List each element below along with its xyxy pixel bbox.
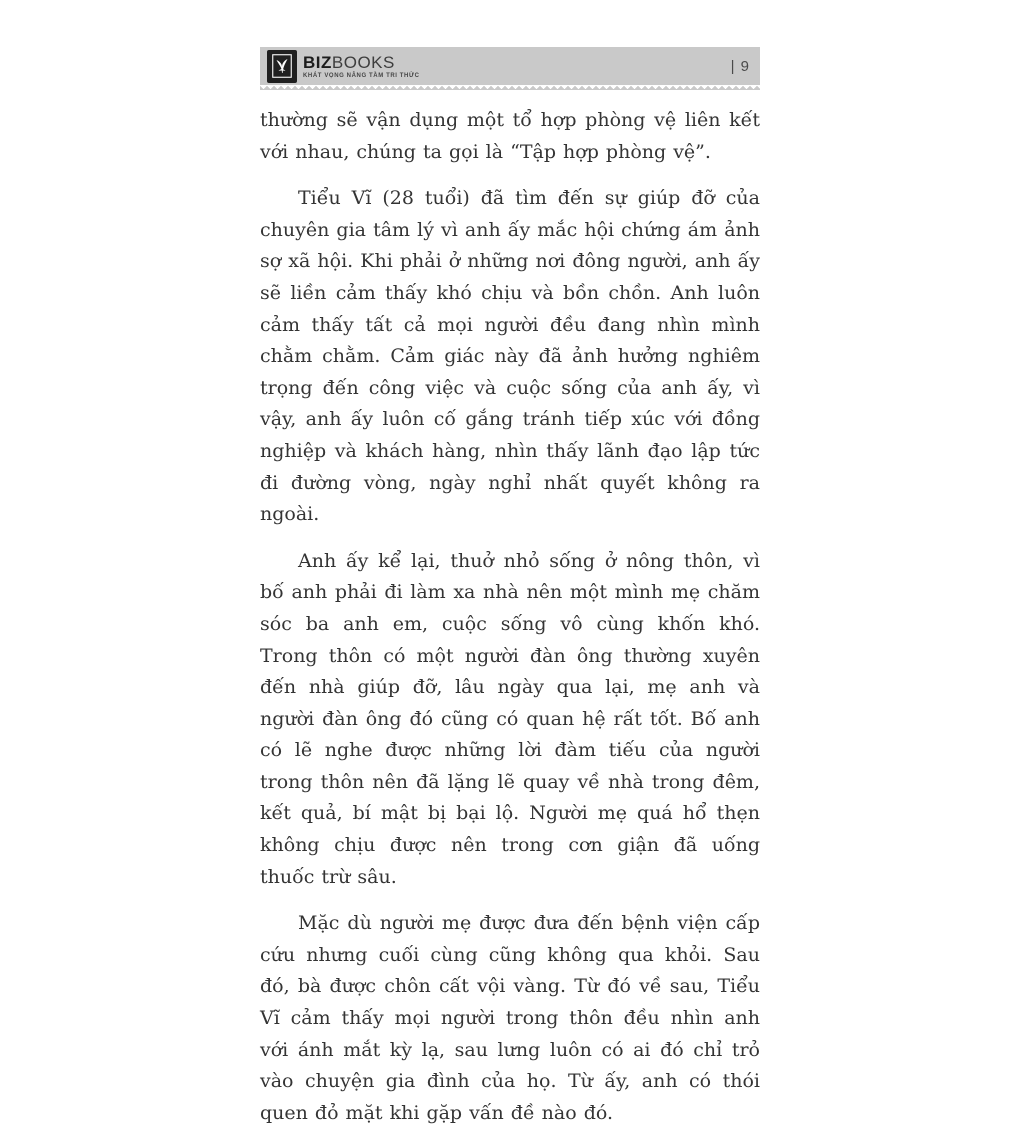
brand-tagline: KHÁT VỌNG NÂNG TẦM TRI THỨC (303, 72, 420, 79)
header-zigzag-edge (260, 85, 760, 90)
page-header (260, 47, 760, 85)
paragraph: thường sẽ vận dụng một tổ hợp phòng vệ liên kết với nhau, chúng ta gọi là “Tập hợp phòng vệ”. (260, 109, 760, 163)
brand-name-books: BOOKS (331, 52, 395, 72)
leaf-icon (272, 54, 292, 78)
book-page (260, 47, 760, 1144)
page-body (260, 105, 760, 1129)
brand-name (303, 54, 420, 71)
paragraph: Tiểu Vĩ (28 tuổi) đã tìm đến sự giúp đỡ của chuyên gia tâm lý vì anh ấy mắc hội chứng ám ảnh sợ xã hội. Khi phải ở những nơi đông người, anh ấy sẽ liền cảm thấy khó chịu và bồn chồn. Anh luôn cảm thấy tất cả mọi người đều đang nhìn mình chằm chằm. Cảm giác này đã ảnh hưởng nghiêm trọng đến công việc và cuộc sống của anh ấy, vì vậy, anh ấy luôn cố gắng tránh tiếp xúc với đồng nghiệp và khách hàng, nhìn thấy lãnh đạo lập tức đi đường vòng, ngày nghỉ nhất quyết không ra ngoài. (260, 187, 760, 526)
page-number: | 9 (730, 57, 750, 75)
bizbooks-logo-icon (267, 50, 297, 83)
brand-name-biz: BIZ (303, 52, 332, 72)
brand-block (303, 54, 420, 79)
paragraph: Mặc dù người mẹ được đưa đến bệnh viện cấp cứu nhưng cuối cùng cũng không qua khỏi. Sau đó, bà được chôn cất vội vàng. Từ đó về sau, Tiểu Vĩ cảm thấy mọi người trong thôn đều nhìn anh với ánh mắt kỳ lạ, sau lưng luôn có ai đó chỉ trỏ vào chuyện gia đình của họ. Từ ấy, anh có thói quen đỏ mặt khi gặp vấn đề nào đó. (260, 912, 760, 1124)
paragraph: Anh ấy kể lại, thuở nhỏ sống ở nông thôn, vì bố anh phải đi làm xa nhà nên một mình mẹ chăm sóc ba anh em, cuộc sống vô cùng khốn khó. Trong thôn có một người đàn ông thường xuyên đến nhà giúp đỡ, lâu ngày qua lại, mẹ anh và người đàn ông đó cũng có quan hệ rất tốt. Bố anh có lẽ nghe được những lời đàm tiếu của người trong thôn nên đã lặng lẽ quay về nhà trong đêm, kết quả, bí mật bị bại lộ. Người mẹ quá hổ thẹn không chịu được nên trong cơn giận đã uống thuốc trừ sâu. (260, 549, 760, 888)
